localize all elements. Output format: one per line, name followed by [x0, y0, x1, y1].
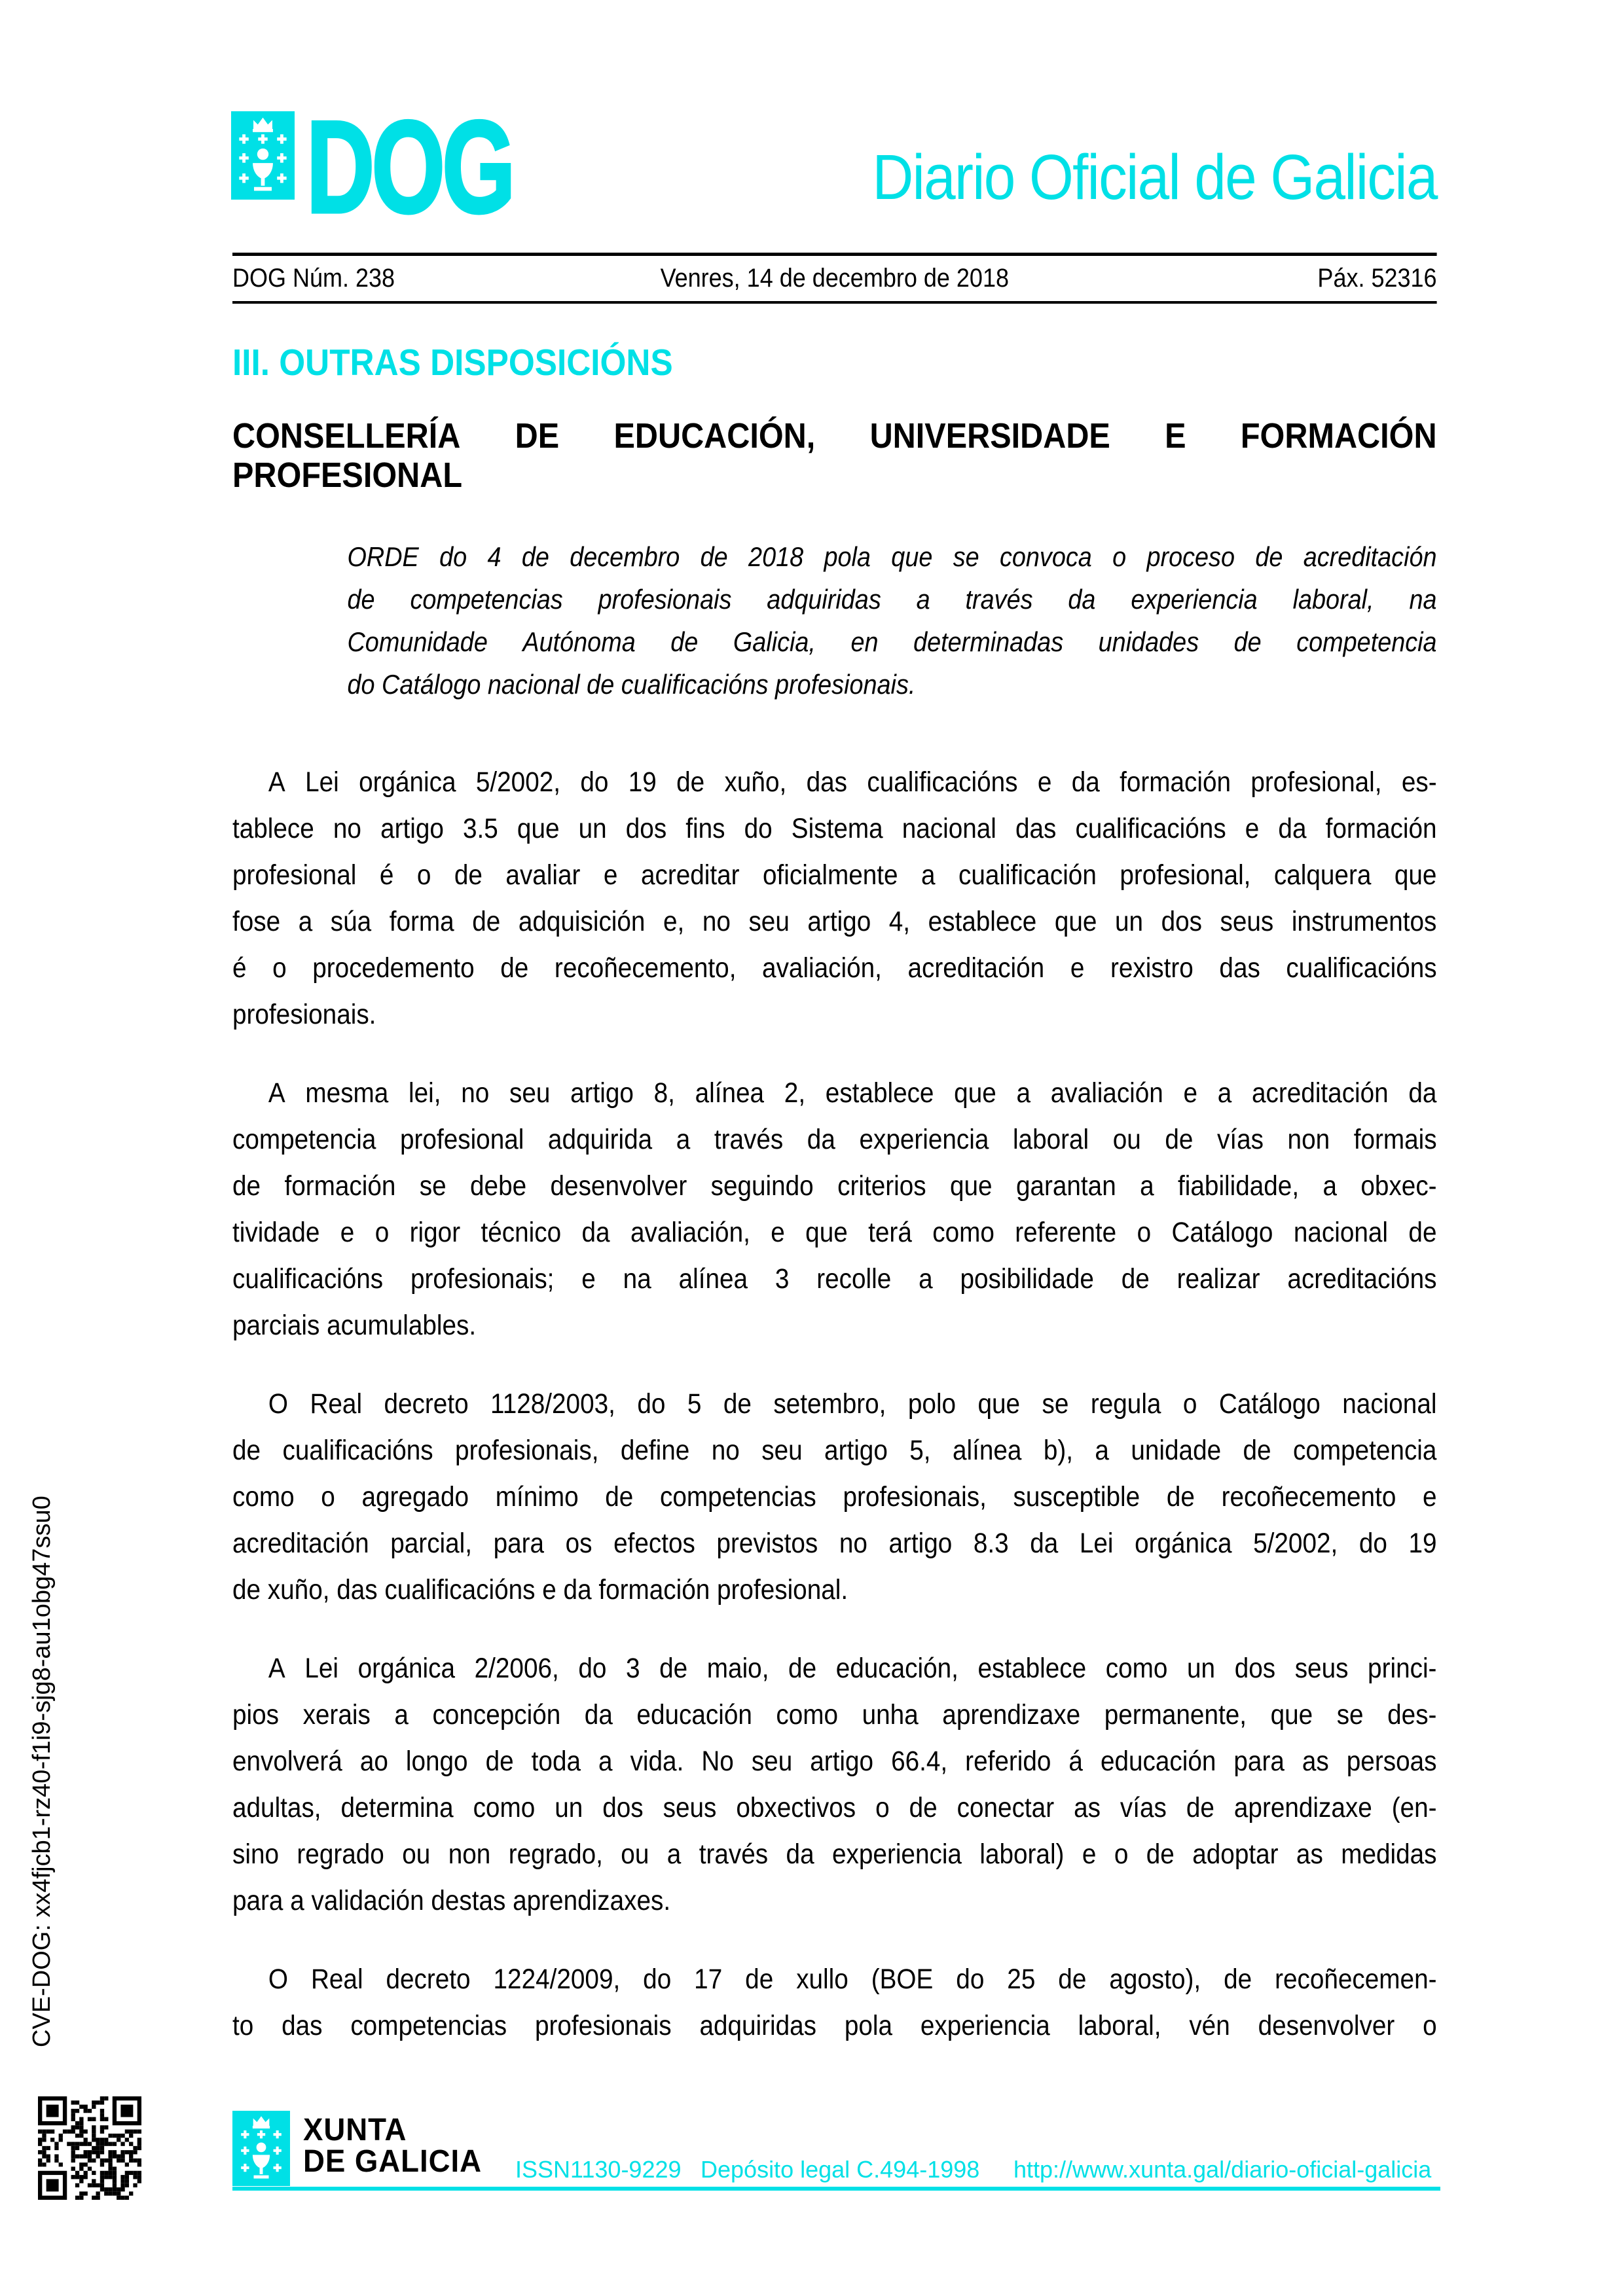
text-line: Comunidade Autónoma de Galicia, en determinadas unidades de competencia — [347, 626, 1437, 657]
page-number: Páx. 52316 — [1317, 264, 1437, 293]
text-line: A Lei orgánica 5/2002, do 19 de xuño, das cualificacións e da formación profesional, es- — [268, 766, 1437, 798]
newspaper-title: Diario Oficial de Galicia — [872, 141, 1437, 213]
text-line: parciais acumulables. — [232, 1310, 477, 1341]
paragraph — [232, 1070, 1437, 1349]
order-summary — [348, 535, 1437, 706]
text-line: CONSELLERÍA DE EDUCACIÓN, UNIVERSIDADE E FORMACIÓN — [232, 416, 1437, 456]
paragraph — [232, 1381, 1437, 1613]
text-line: do Catálogo nacional de cualificacións profesionais. — [347, 669, 916, 700]
department-heading — [232, 416, 1437, 495]
text-line: tividade e o rigor técnico da avaliación, e que terá como referente o Catálogo nacional de — [232, 1217, 1437, 1248]
text-line: O Real decreto 1128/2003, do 5 de setembro, polo que se regula o Catálogo nacional — [268, 1388, 1437, 1420]
content-column — [232, 0, 1437, 2296]
text-line: pios xerais a concepción da educación como unha aprendizaxe permanente, que se des- — [232, 1699, 1437, 1731]
text-line: sino regrado ou non regrado, ou a través da experiencia laboral) e o de adoptar as medidas — [232, 1839, 1437, 1870]
text-line: ORDE do 4 de decembro de 2018 pola que se convoca o proceso de acreditación — [347, 541, 1437, 572]
issue-number: DOG Núm. 238 — [232, 264, 395, 293]
xunta-logo-line1: XUNTA — [303, 2113, 407, 2147]
cve-code: CVE-DOG: xx4fjcb1-rz40-f1i9-sjg8-au1obg47ssu0 — [28, 1496, 56, 2047]
text-line: A Lei orgánica 2/2006, do 3 de maio, de educación, establece como un dos seus princi- — [268, 1653, 1437, 1684]
text-line: adultas, determina como un dos seus obxectivos o de conectar as vías de aprendizaxe (en- — [232, 1792, 1437, 1823]
qr-code-icon — [38, 2096, 141, 2200]
header-bar — [232, 253, 1437, 304]
text-line: para a validación destas aprendizaxes. — [232, 1885, 671, 1916]
text-line: de competencias profesionais adquiridas a través da experiencia laboral, na — [347, 584, 1437, 615]
issue-date: Venres, 14 de decembro de 2018 — [660, 264, 1009, 293]
text-line: envolverá ao longo de toda a vida. No seu artigo 66.4, referido á educación para as persoas — [232, 1746, 1437, 1777]
text-line: PROFESIONAL — [232, 456, 463, 495]
galicia-crest-icon — [232, 2111, 290, 2186]
text-line: de xuño, das cualificacións e da formación profesional. — [232, 1574, 848, 1605]
xunta-de-galicia-logo — [303, 2115, 482, 2178]
footer-rule — [232, 2187, 1440, 2191]
dog-logo: DOG — [306, 94, 513, 240]
text-line: O Real decreto 1224/2009, do 17 de xullo (BOE do 25 de agosto), de recoñecemen- — [268, 1964, 1437, 1995]
gazette-url-link[interactable]: http://www.xunta.gal/diario-oficial-galicia — [1013, 2156, 1432, 2183]
text-line: de cualificacións profesionais, define no seu artigo 5, alínea b), a unidade de competencia — [232, 1435, 1437, 1466]
paragraph — [232, 1956, 1437, 2049]
text-line: A mesma lei, no seu artigo 8, alínea 2, establece que a avaliación e a acreditación da — [268, 1077, 1437, 1109]
text-line: cualificacións profesionais; e na alínea 3 recolle a posibilidade de realizar acreditacións — [232, 1263, 1437, 1295]
text-line: é o procedemento de recoñecemento, avaliación, acreditación e rexistro das cualificacións — [232, 952, 1437, 984]
text-line: to das competencias profesionais adquiridas pola experiencia laboral, vén desenvolver o — [232, 2010, 1437, 2041]
text-line: tablece no artigo 3.5 que un dos fins do Sistema nacional das cualificacións e da formación — [232, 813, 1437, 844]
text-line: fose a súa forma de adquisición e, no seu artigo 4, establece que un dos seus instrumentos — [232, 906, 1437, 937]
body-paragraphs — [232, 759, 1437, 2049]
section-heading: III. OUTRAS DISPOSICIÓNS — [232, 342, 673, 384]
text-line: de formación se debe desenvolver seguindo criterios que garantan a fiabilidade, a obxec- — [232, 1170, 1437, 1202]
xunta-logo-line2: DE GALICIA — [303, 2144, 482, 2179]
paragraph — [232, 759, 1437, 1038]
text-line: profesionais. — [232, 999, 376, 1030]
text-line: como o agregado mínimo de competencias profesionais, susceptible de recoñecemento e — [232, 1481, 1437, 1513]
text-line: acreditación parcial, para os efectos previstos no artigo 8.3 da Lei orgánica 5/2002, do 19 — [232, 1528, 1437, 1559]
deposit-label: Depósito legal C.494-1998 — [701, 2156, 980, 2183]
text-line: profesional é o de avaliar e acreditar oficialmente a cualificación profesional, calquera que — [232, 859, 1437, 891]
paragraph — [232, 1645, 1437, 1924]
text-line: competencia profesional adquirida a través da experiencia laboral ou de vías non formais — [232, 1124, 1437, 1155]
issn-label: ISSN1130-9229 — [515, 2156, 682, 2183]
